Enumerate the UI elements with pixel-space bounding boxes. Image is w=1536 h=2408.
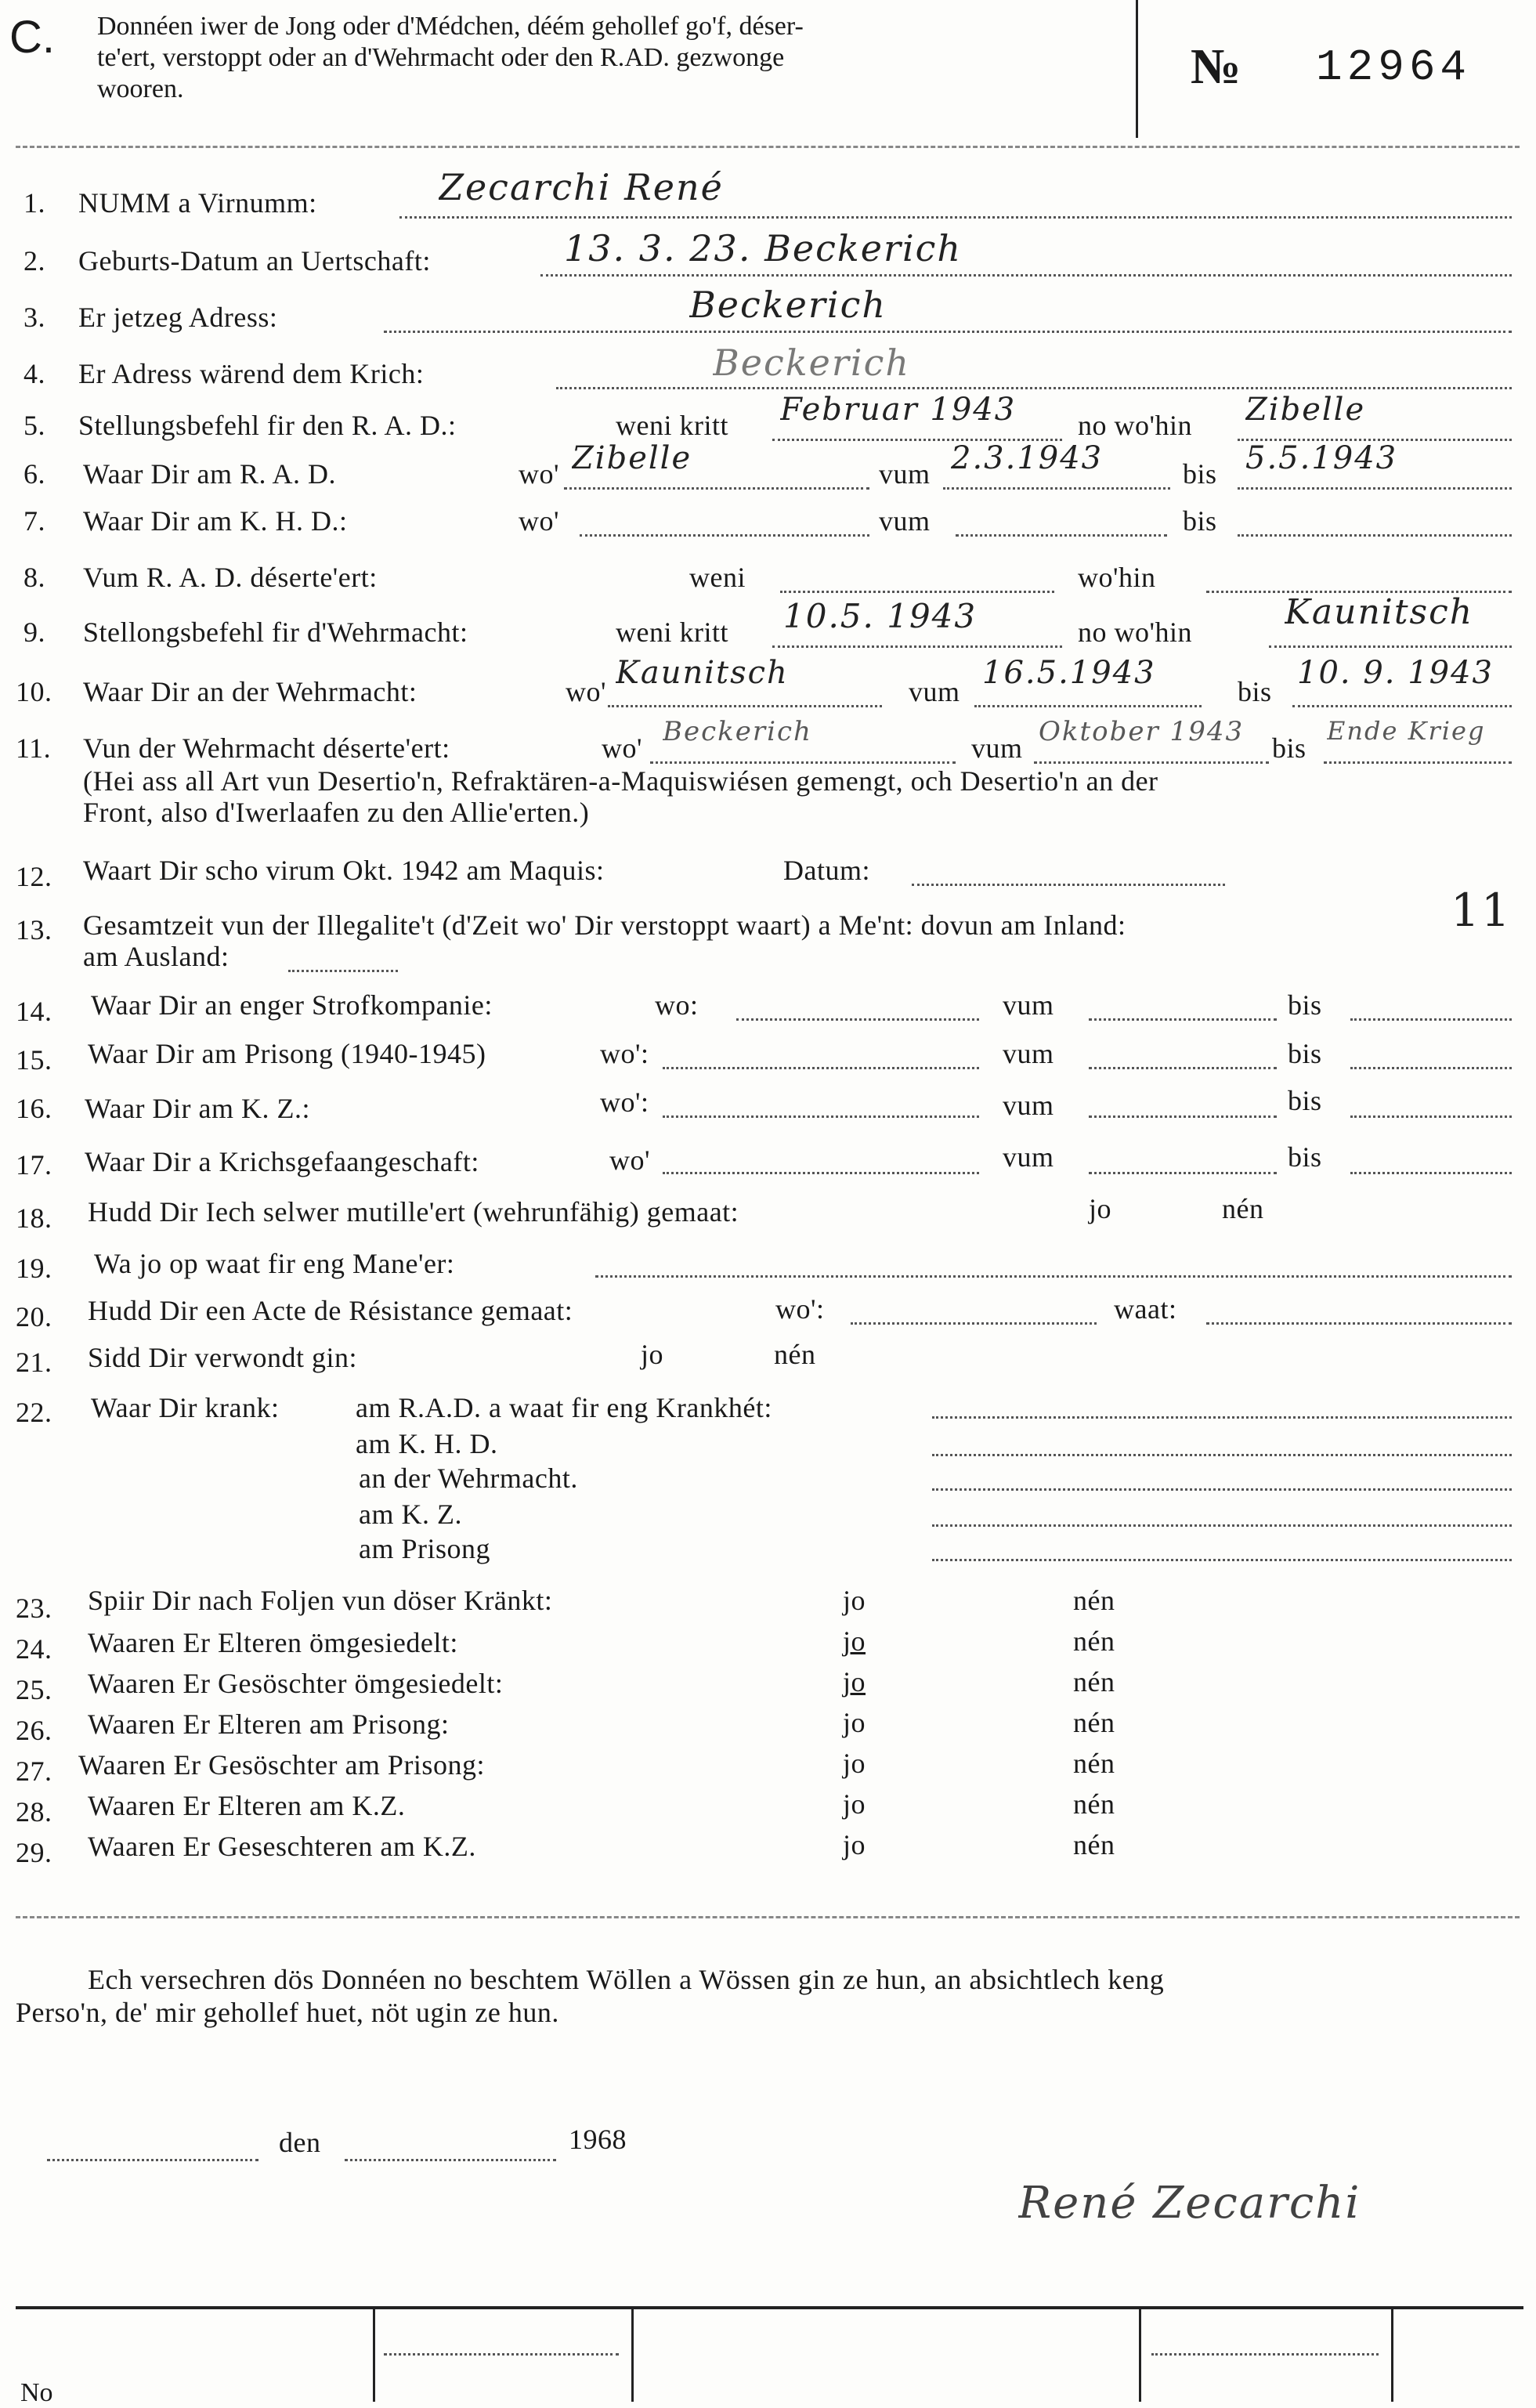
q9-number: 9. [23,616,45,648]
place-field-line [47,2159,258,2161]
q8-weni: weni [689,562,746,593]
q13-ausland-line [288,970,398,972]
q22-field3-line [932,1488,1512,1491]
q9-weni-kritt: weni kritt [616,616,728,648]
q17-field1-line [663,1172,979,1174]
q13-answer-inland[interactable]: 11 [1451,884,1512,937]
q19-number: 19. [16,1253,52,1284]
q14-field2-line [1089,1018,1277,1021]
q25-label: Waaren Er Gesöschter ömgesiedelt: [88,1668,504,1699]
q8-number: 8. [23,562,45,593]
q26-number: 26. [16,1715,52,1746]
q11-answer3[interactable]: Ende Krieg [1327,716,1486,746]
q15-field1-line [663,1067,979,1069]
section-letter: C. [9,12,55,63]
q10-label: Waar Dir an der Wehrmacht: [83,676,417,707]
q11-field1-line [650,761,956,764]
q16-vum: vum [1003,1090,1054,1121]
q14-number: 14. [16,996,52,1027]
q6-field3-line [1238,487,1512,490]
q7-vum: vum [879,505,931,537]
q3-field-line [384,331,1512,333]
q10-field3-line [1292,705,1512,707]
q17-number: 17. [16,1149,52,1180]
q11-wo: wo' [602,732,642,764]
q28-yes-option[interactable]: jo [843,1788,866,1820]
q1-answer[interactable]: Zecarchi René [439,166,724,208]
year-label: 1968 [569,2124,627,2155]
q22-field1-line [932,1416,1512,1419]
q21-label: Sidd Dir verwondt gin: [88,1342,357,1373]
q14-bis: bis [1288,989,1322,1021]
q23-no-option[interactable]: nén [1073,1585,1115,1616]
q24-number: 24. [16,1633,52,1665]
q2-answer[interactable]: 13. 3. 23. Beckerich [564,227,963,269]
header-text-line3: wooren. [97,74,184,103]
form-number: 12964 [1316,42,1472,92]
q28-number: 28. [16,1796,52,1828]
q24-no-option[interactable]: nén [1073,1625,1115,1657]
q11-field3-line [1324,761,1512,764]
q29-yes-option[interactable]: jo [843,1829,866,1860]
q10-answer2[interactable]: 16.5.1943 [982,655,1156,691]
q11-field2-line [1034,761,1269,764]
q11-vum: vum [971,732,1023,764]
q29-number: 29. [16,1837,52,1868]
q10-field1-line [608,705,882,707]
q4-number: 4. [23,358,45,389]
q15-bis: bis [1288,1038,1322,1069]
q6-field1-line [564,487,869,490]
q9-field2-line [1269,645,1512,648]
q15-field3-line [1350,1067,1512,1069]
q25-no-option[interactable]: nén [1073,1666,1115,1698]
q22-sub-wehrmacht: an der Wehrmacht. [359,1463,578,1494]
q5-label: Stellungsbefehl fir den R. A. D.: [78,410,457,441]
den-label: den [279,2127,321,2158]
declaration-line1: Ech versechren dös Donnéen no beschtem Wöllen a Wössen gin ze hun, an absichtlech keng [88,1964,1165,1995]
q9-field1-line [772,645,1062,648]
q5-answer2[interactable]: Zibelle [1245,392,1366,428]
q15-field2-line [1089,1067,1277,1069]
q27-no-option[interactable]: nén [1073,1748,1115,1779]
q6-label: Waar Dir am R. A. D. [83,458,337,490]
q21-yes-option[interactable]: jo [641,1339,664,1370]
q20-label: Hudd Dir een Acte de Résistance gemaat: [88,1295,573,1326]
q10-field2-line [974,705,1202,707]
q7-label: Waar Dir am K. H. D.: [83,505,348,537]
q22-sub-prisong: am Prisong [359,1533,491,1564]
q27-yes-option[interactable]: jo [843,1748,866,1779]
q13-number: 13. [16,914,52,945]
q11-answer1[interactable]: Beckerich [663,716,812,747]
q24-label: Waaren Er Elteren ömgesiedelt: [88,1627,458,1658]
q3-answer[interactable]: Beckerich [689,284,887,326]
q12-field-line [912,884,1225,886]
q8-label: Vum R. A. D. déserte'ert: [83,562,378,593]
q13-label-ausland: am Ausland: [83,941,229,972]
q20-number: 20. [16,1301,52,1332]
q26-yes-option[interactable]: jo [843,1707,866,1738]
q2-field-line [540,274,1512,277]
q6-answer1[interactable]: Zibelle [572,440,692,476]
q17-field2-line [1089,1172,1277,1174]
bottom-col-divider-4 [1391,2309,1393,2402]
bottom-rule [16,2306,1523,2309]
q23-number: 23. [16,1593,52,1624]
q20-wo: wo': [775,1293,825,1325]
q6-bis: bis [1183,458,1217,490]
q22-field4-line [932,1524,1512,1527]
q9-no-wohin: no wo'hin [1078,616,1192,648]
q19-field-line [595,1275,1512,1278]
q14-field3-line [1350,1018,1512,1021]
q5-no-wohin: no wo'hin [1078,410,1192,441]
q14-wo: wo: [655,989,699,1021]
q6-wo: wo' [519,458,559,490]
signature[interactable]: René Zecarchi [1018,2178,1361,2229]
q17-field3-line [1350,1172,1512,1174]
q28-label: Waaren Er Elteren am K.Z. [88,1790,406,1821]
q11-bis: bis [1272,732,1307,764]
q16-label: Waar Dir am K. Z.: [85,1093,310,1124]
q15-label: Waar Dir am Prisong (1940-1945) [88,1038,486,1069]
q15-number: 15. [16,1044,52,1076]
q4-answer[interactable]: Beckerich [713,342,910,384]
q10-number: 10. [16,676,52,707]
q26-no-option[interactable]: nén [1073,1707,1115,1738]
q15-vum: vum [1003,1038,1054,1069]
declaration-separator [16,1916,1520,1918]
q10-bis: bis [1238,676,1272,707]
header-text-line2: te'ert, verstoppt oder an d'Wehrmacht oder den R.AD. gezwonge [97,43,785,72]
q13-label: Gesamtzeit vun der Illegalite't (d'Zeit wo' Dir verstoppt waart) a Me'nt: dovun am Inland: [83,909,1126,941]
q7-bis: bis [1183,505,1217,537]
q7-number: 7. [23,505,45,537]
q17-label: Waar Dir a Krichsgefaangeschaft: [85,1146,479,1177]
q11-number: 11. [16,732,52,764]
declaration-line2: Perso'n, de' mir gehollef huet, nöt ugin ze hun. [16,1997,559,2028]
q12-datum: Datum: [783,855,870,886]
q1-field-line [399,216,1512,219]
q29-no-option[interactable]: nén [1073,1829,1115,1860]
bottom-col-divider-1 [373,2309,375,2402]
q8-wohin: wo'hin [1078,562,1156,593]
q27-label: Waaren Er Gesöschter am Prisong: [78,1749,485,1781]
q20-waat: waat: [1114,1293,1177,1325]
q29-label: Waaren Er Geseschteren am K.Z. [88,1831,476,1862]
bottom-col-divider-3 [1139,2309,1141,2402]
q22-sub-rad: am R.A.D. a waat fir eng Krankhét: [356,1392,772,1423]
q3-number: 3. [23,302,45,333]
q16-wo: wo': [600,1086,649,1118]
q2-number: 2. [23,245,45,277]
q14-vum: vum [1003,989,1054,1021]
q25-number: 25. [16,1674,52,1705]
q7-field2-line [956,534,1167,537]
q24-yes-option[interactable]: jo [843,1625,866,1657]
q6-answer3[interactable]: 5.5.1943 [1245,440,1398,476]
q15-wo: wo': [600,1038,649,1069]
q12-number: 12. [16,861,52,892]
q23-yes-option[interactable]: jo [843,1585,866,1616]
q19-label: Wa jo op waat fir eng Mane'er: [94,1248,455,1279]
q18-label: Hudd Dir Iech selwer mutille'ert (wehrunfähig) gemaat: [88,1196,739,1228]
q16-bis: bis [1288,1085,1322,1116]
q11-note-line2: Front, also d'Iwerlaafen zu den Allie'erten.) [83,797,590,828]
bottom-field1-line [384,2353,619,2356]
header-separator [16,146,1520,148]
q20-field2-line [1206,1322,1512,1325]
q16-number: 16. [16,1093,52,1124]
q22-field5-line [932,1559,1512,1561]
q22-sub-khd: am K. H. D. [356,1428,498,1459]
q9-answer2[interactable]: Kaunitsch [1285,592,1474,632]
q1-number: 1. [23,187,45,219]
q6-answer2[interactable]: 2.3.1943 [951,440,1104,476]
q6-vum: vum [879,458,931,490]
header-divider [1136,0,1138,138]
q5-number: 5. [23,410,45,441]
q18-no-option[interactable]: nén [1222,1193,1264,1224]
q6-number: 6. [23,458,45,490]
q18-number: 18. [16,1202,52,1234]
q14-label: Waar Dir an enger Strofkompanie: [91,989,493,1021]
number-sign: № [1191,38,1241,94]
q20-field1-line [851,1322,1097,1325]
q27-number: 27. [16,1755,52,1787]
q17-wo: wo' [609,1144,650,1176]
q22-sub-kz: am K. Z. [359,1499,462,1530]
bottom-col-divider-2 [631,2309,634,2402]
q5-answer1[interactable]: Februar 1943 [780,392,1017,428]
q10-wo: wo' [566,676,606,707]
q25-yes-option[interactable]: jo [843,1666,866,1698]
q9-answer1[interactable]: 10.5. 1943 [783,597,978,635]
q8-field1-line [780,591,1054,593]
q17-vum: vum [1003,1141,1054,1173]
q12-label: Waart Dir scho virum Okt. 1942 am Maquis: [83,855,605,886]
bottom-no-label: No [20,2378,53,2407]
q5-weni-kritt: weni kritt [616,410,728,441]
q23-label: Spiir Dir nach Foljen vun döser Kränkt: [88,1585,553,1616]
q21-number: 21. [16,1347,52,1378]
q18-yes-option[interactable]: jo [1089,1193,1112,1224]
q22-field2-line [932,1454,1512,1456]
q16-field3-line [1350,1115,1512,1118]
q22-number: 22. [16,1397,52,1428]
q2-label: Geburts-Datum an Uertschaft: [78,245,431,277]
q4-field-line [556,387,1512,389]
q22-label: Waar Dir krank: [91,1392,280,1423]
q16-field2-line [1089,1115,1277,1118]
q3-label: Er jetzeg Adress: [78,302,278,333]
q7-field3-line [1238,534,1512,537]
date-field-line [345,2159,556,2161]
q16-field1-line [663,1115,979,1118]
q4-label: Er Adress wärend dem Krich: [78,358,425,389]
bottom-field2-line [1151,2353,1379,2356]
q1-label: NUMM a Virnumm: [78,187,317,219]
q11-note-line1: (Hei ass all Art vun Desertio'n, Refraktären-a-Maquiswiésen gemengt, och Desertio'n an der [83,765,1158,797]
q11-answer2[interactable]: Oktober 1943 [1039,716,1245,747]
q17-bis: bis [1288,1141,1322,1173]
q10-answer1[interactable]: Kaunitsch [616,655,789,691]
q11-label: Vun der Wehrmacht déserte'ert: [83,732,450,764]
q7-field1-line [580,534,869,537]
q7-wo: wo' [519,505,559,537]
q21-no-option[interactable]: nén [774,1339,816,1370]
q28-no-option[interactable]: nén [1073,1788,1115,1820]
q10-answer3[interactable]: 10. 9. 1943 [1297,655,1494,691]
q6-field2-line [943,487,1170,490]
q26-label: Waaren Er Elteren am Prisong: [88,1708,450,1740]
q9-label: Stellongsbefehl fir d'Wehrmacht: [83,616,468,648]
q14-field1-line [736,1018,979,1021]
q10-vum: vum [909,676,960,707]
header-text-line1: Donnéen iwer de Jong oder d'Médchen, déém gehollef go'f, déser- [97,12,804,41]
